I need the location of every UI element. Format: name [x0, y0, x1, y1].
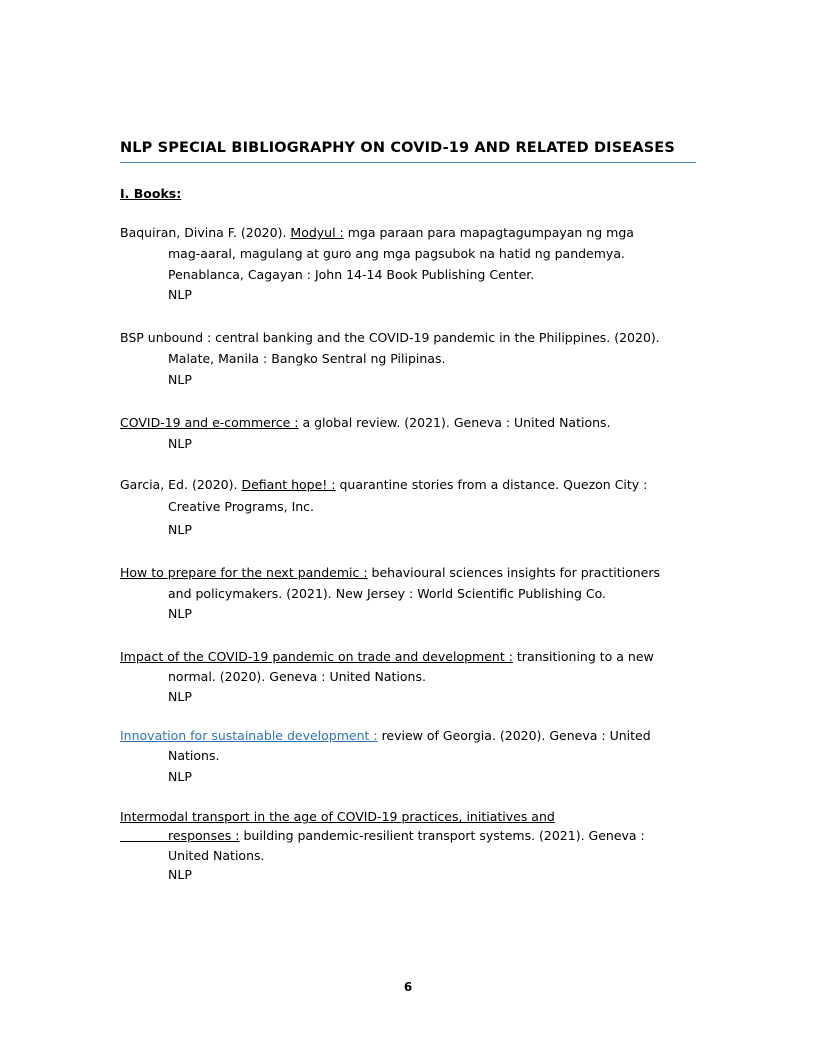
entry-location-code: NLP: [168, 522, 192, 537]
entry-location-code: NLP: [168, 689, 192, 704]
entry-author: Garcia, Ed. (2020).: [120, 477, 242, 492]
section-heading-books: I. Books:: [120, 186, 182, 201]
entry-subtitle: a global review. (2021). Geneva : United Nations.: [298, 415, 611, 430]
entry-title: Modyul :: [290, 225, 344, 240]
entry-title: Defiant hope! :: [241, 477, 336, 492]
entry-publisher: and policymakers. (2021). New Jersey : World Scientific Publishing Co.: [168, 586, 607, 601]
entry-location-code: NLP: [168, 606, 192, 621]
entry-title-link[interactable]: Innovation for sustainable development :: [120, 728, 378, 743]
bib-entry-innovation: [120, 727, 651, 745]
entry-publisher: United Nations.: [168, 848, 265, 863]
bib-entry-covid-ecommerce: [120, 414, 611, 432]
entry-location-code: NLP: [168, 769, 192, 784]
entry-publisher: normal. (2020). Geneva : United Nations.: [168, 669, 426, 684]
entry-title: responses :: [168, 828, 240, 843]
entry-title-continuation: [120, 827, 645, 845]
entry-continuation: mag-aaral, magulang at guro ang mga pagsubok na hatid ng pandemya.: [168, 246, 625, 261]
entry-location-code: NLP: [168, 867, 192, 882]
entry-title: Impact of the COVID-19 pandemic on trade and development :: [120, 649, 513, 664]
page-title: NLP SPECIAL BIBLIOGRAPHY ON COVID-19 AND RELATED DISEASES: [120, 138, 696, 163]
entry-subtitle: behavioural sciences insights for practitioners: [367, 565, 660, 580]
entry-subtitle: review of Georgia. (2020). Geneva : United: [377, 728, 651, 743]
bib-entry-garcia: [120, 476, 647, 494]
entry-publisher: Creative Programs, Inc.: [168, 499, 315, 514]
entry-title: COVID-19 and e-commerce :: [120, 415, 299, 430]
entry-subtitle: building pandemic-resilient transport systems. (2021). Geneva :: [239, 828, 645, 843]
entry-author: Baquiran, Divina F. (2020).: [120, 225, 291, 240]
entry-title: How to prepare for the next pandemic :: [120, 565, 368, 580]
entry-publisher: Malate, Manila : Bangko Sentral ng Pilipinas.: [168, 351, 446, 366]
entry-subtitle: transitioning to a new: [512, 649, 654, 664]
bib-entry-baquiran: [120, 224, 634, 242]
entry-publisher: Nations.: [168, 748, 220, 763]
bib-entry-bsp-unbound: BSP unbound : central banking and the COVID-19 pandemic in the Philippines. (2020).: [120, 330, 660, 345]
entry-subtitle: quarantine stories from a distance. Quezon City :: [335, 477, 648, 492]
page-number: 6: [403, 980, 413, 994]
bib-entry-impact-trade: [120, 648, 654, 666]
entry-publisher: Penablanca, Cagayan : John 14-14 Book Publishing Center.: [168, 267, 535, 282]
indent-underline: [120, 840, 168, 842]
entry-title: Intermodal transport in the age of COVID-19 practices, initiatives and: [120, 809, 555, 824]
bib-entry-intermodal: [120, 808, 555, 826]
entry-location-code: NLP: [168, 436, 192, 451]
entry-subtitle: mga paraan para mapagtagumpayan ng mga: [343, 225, 634, 240]
entry-location-code: NLP: [168, 287, 192, 302]
entry-location-code: NLP: [168, 372, 192, 387]
bib-entry-next-pandemic: [120, 564, 660, 582]
